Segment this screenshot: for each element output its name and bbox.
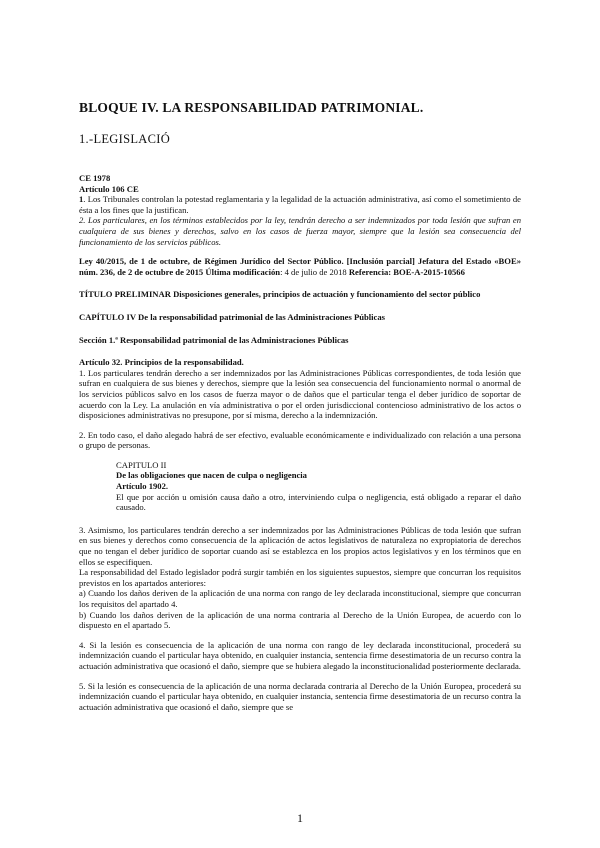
document-page [79, 100, 521, 712]
ce-paragraph-1 [79, 194, 521, 215]
ce-heading: CE 1978 [79, 173, 111, 183]
ley-ref-tail: Referencia: BOE-A-2015-10566 [346, 266, 465, 277]
page-number: 1 [297, 811, 303, 825]
ley-reference [79, 256, 521, 277]
ley-ref-mod: : 4 de julio de 2018 [280, 266, 347, 277]
art32-paragraph-4: 4. Si la lesión es consecuencia de la aplicación de una norma con rango de ley declarada inconstitucional, procederá su indemnización cuando el particular haya obtenido, en cualquier instancia, sentencia firme desestimatoria de un recurso contra la actuación administrativa que ocasionó el daño, siempre que se hubiera alegado la inconstitucionalidad posteriormente declarada. [79, 639, 521, 671]
art32-paragraph-3-b: b) Cuando los daños deriven de la aplicación de una norma contraria al Derecho de la Unión Europea, de acuerdo con lo dispuesto en el apartado 5. [79, 609, 521, 631]
civil-code-quote [116, 460, 521, 513]
ce-paragraph-2: 2. Los particulares, en los términos establecidos por la ley, tendrán derecho a ser indemnizados por toda lesión que sufran en cualquiera de sus bienes y derechos, salvo en los casos de fuerza mayor, siempre que la lesión sea consecuencia del funcionamiento de los servicios públicos. [79, 215, 521, 247]
titulo-preliminar: TÍTULO PRELIMINAR Disposiciones generales, principios de actuación y funcionamiento del sector público [79, 289, 481, 300]
ce-article-heading: Artículo 106 CE [79, 183, 139, 194]
cc-text: El que por acción u omisión causa daño a otro, interviniendo culpa o negligencia, está obligado a reparar el daño causado. [116, 491, 521, 513]
art32-heading: Artículo 32. Principios de la responsabilidad. [79, 357, 244, 368]
ce-p1-text: . Los Tribunales controlan la potestad reglamentaria y la legalidad de la actuación administrativa, así como el sometimiento de ésta a los fines que la justifican. [79, 194, 521, 215]
document-title: BLOQUE IV. LA RESPONSABILIDAD PATRIMONIAL. [79, 100, 424, 115]
ley-ref-main: Ley 40/2015, de 1 de octubre, de Régimen Jurídico del Sector Público. [Inclusión parcial] Jefatura del Estado «BOE» núm. 236, de 2 de octubre de 2015 Última modificación [79, 256, 521, 277]
capitulo-iv: CAPÍTULO IV De la responsabilidad patrimonial de las Administraciones Públicas [79, 311, 385, 322]
cc-chapter-title: De las obligaciones que nacen de culpa o negligencia [116, 470, 307, 481]
cc-article: Artículo 1902. [116, 481, 169, 492]
cc-chapter: CAPITULO II [116, 459, 167, 470]
art32-paragraph-3-a: a) Cuando los daños deriven de la aplicación de una norma con rango de ley declarada inconstitucional, siempre que concurran los requisitos del apartado 4. [79, 588, 521, 609]
art32-paragraph-5: 5. Si la lesión es consecuencia de la aplicación de una norma declarada contraria al Derecho de la Unión Europea, procederá su indemnización cuando el particular haya obtenido, en cualquier instancia, sentencia firme desestimatoria de un recurso contra la actuación administrativa que ocasionó el daño, siempre que se [79, 680, 521, 712]
art32-paragraph-3: 3. Asimismo, los particulares tendrán derecho a ser indemnizados por las Administraciones Públicas de toda lesión que sufran en sus bienes y derechos como consecuencia de la aplicación de actos legislativos de naturaleza no expropiatoria de derechos que no tengan el deber jurídico de soportar cuando así se establezca en los propios actos legislativos y en los términos que en ellos se especifiquen. [79, 524, 521, 567]
seccion-1: Sección 1.ª Responsabilidad patrimonial de las Administraciones Públicas [79, 334, 349, 345]
art32-paragraph-3-intro: La responsabilidad del Estado legislador podrá surgir también en los siguientes supuestos, siempre que concurran los requisitos previstos en los apartados anteriores: [79, 567, 521, 588]
section-heading: 1.-LEGISLACIÓ [79, 132, 171, 146]
ce-p1-number: 1 [79, 194, 84, 205]
art32-paragraph-2: 2. En todo caso, el daño alegado habrá de ser efectivo, evaluable económicamente e individualizado con relación a una persona o grupo de personas. [79, 429, 521, 451]
art32-paragraph-1: 1. Los particulares tendrán derecho a ser indemnizados por las Administraciones Públicas correspondientes, de toda lesión que sufran en cualquiera de sus bienes y derechos, siempre que la lesión sea consecuencia del funcionamiento normal o anormal de los servicios públicos salvo en los casos de fuerza mayor o de daños que el particular tenga el deber jurídico de soportar de acuerdo con la Ley. La anulación en vía administrativa o por el orden jurisdiccional contencioso administrativo de los actos o disposiciones administrativas no presupone, por sí misma, derecho a la indemnización. [79, 367, 521, 421]
